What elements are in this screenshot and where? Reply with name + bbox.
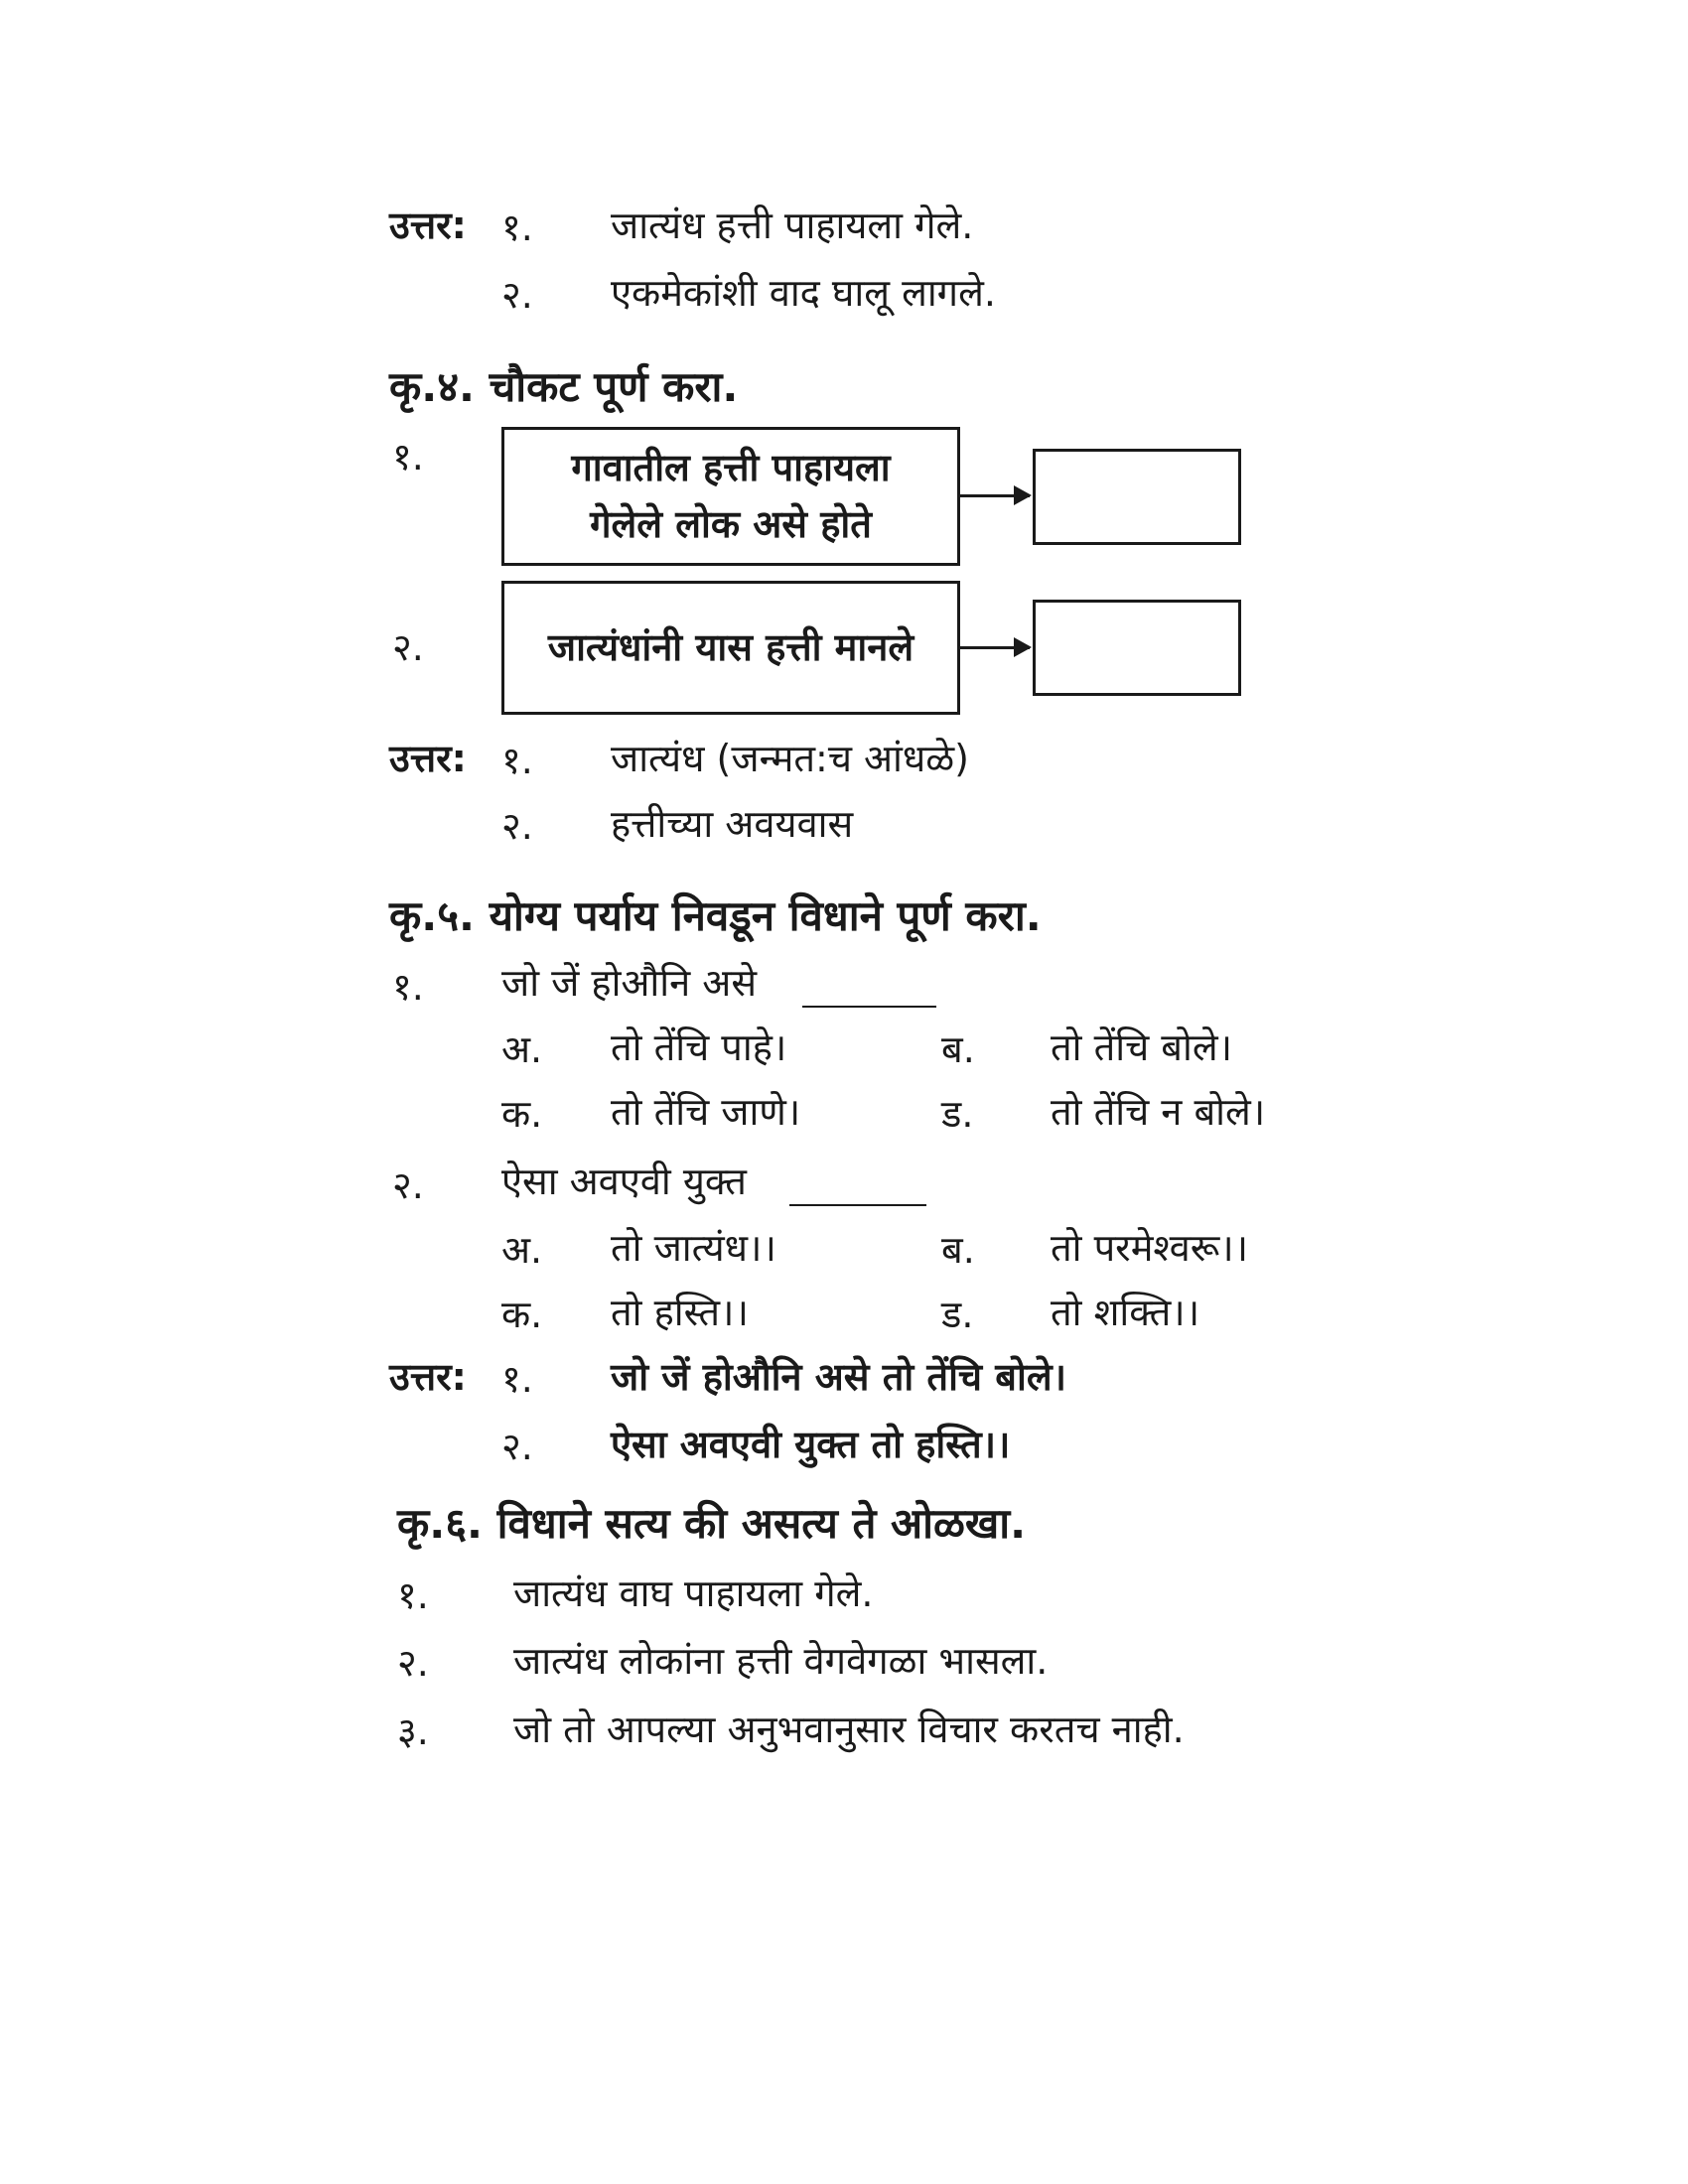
option-text: तो शक्ति।। bbox=[1051, 1291, 1200, 1334]
answer-box-empty[interactable] bbox=[1033, 449, 1241, 545]
statement-text: जात्यंध वाघ पाहायला गेले. bbox=[513, 1571, 874, 1615]
option-text: तो परमेश्वरू।। bbox=[1051, 1226, 1249, 1270]
answer-label: उत्तर: bbox=[389, 204, 467, 247]
option-key: ब. bbox=[941, 1228, 975, 1272]
answer-text: जात्यंध हत्ती पाहायला गेले. bbox=[611, 204, 974, 247]
option-text: तो जात्यंध।। bbox=[611, 1226, 776, 1270]
box-text: गावातील हत्ती पाहायला bbox=[571, 446, 891, 489]
answer-text: ऐसा अवएवी युक्त तो हस्ति।। bbox=[611, 1423, 1011, 1466]
option-text: तो तेंचि न बोले। bbox=[1051, 1090, 1266, 1134]
answer-number: २. bbox=[501, 804, 533, 848]
answer-number: २. bbox=[501, 1425, 533, 1468]
option-key: ड. bbox=[941, 1293, 974, 1336]
concept-box bbox=[501, 581, 960, 715]
option-text: तो हस्ति।। bbox=[611, 1291, 749, 1334]
answer-label: उत्तर: bbox=[389, 737, 467, 780]
arrow-icon bbox=[960, 646, 1030, 649]
option-key: अ. bbox=[501, 1228, 543, 1272]
item-number: २. bbox=[397, 1641, 429, 1685]
option-key: क. bbox=[501, 1293, 543, 1336]
item-number: २. bbox=[392, 1163, 424, 1207]
answer-text: हत्तीच्या अवयवास bbox=[611, 802, 854, 846]
fill-blank[interactable] bbox=[802, 1006, 936, 1008]
answer-number: २. bbox=[501, 273, 533, 317]
statement-text: जो जें होऔनि असे bbox=[501, 961, 758, 1005]
option-key: क. bbox=[501, 1092, 543, 1136]
item-number: ३. bbox=[397, 1709, 429, 1753]
statement-text: ऐसा अवएवी युक्त bbox=[501, 1160, 747, 1203]
answer-number: १. bbox=[501, 1357, 533, 1401]
statement-text: जात्यंध लोकांना हत्ती वेगवेगळा भासला. bbox=[513, 1639, 1049, 1683]
answer-number: १. bbox=[501, 739, 533, 782]
item-number: १. bbox=[392, 965, 424, 1009]
box-text: गेलेले लोक असे होते bbox=[590, 502, 872, 546]
answer-label: उत्तर: bbox=[389, 1355, 467, 1399]
item-number: १. bbox=[392, 435, 424, 478]
item-number: १. bbox=[397, 1573, 429, 1617]
fill-blank[interactable] bbox=[789, 1204, 926, 1206]
question-heading: कृ.६. विधाने सत्य की असत्य ते ओळखा. bbox=[397, 1499, 1027, 1548]
statement-text: जो तो आपल्या अनुभवानुसार विचार करतच नाही. bbox=[513, 1707, 1185, 1751]
answer-text: जात्यंध (जन्मत:च आंधळे) bbox=[611, 737, 969, 780]
option-key: ड. bbox=[941, 1092, 974, 1136]
item-number: २. bbox=[392, 625, 424, 669]
question-heading: कृ.५. योग्य पर्याय निवडून विधाने पूर्ण करा. bbox=[389, 891, 1042, 940]
box-text: जात्यंधांनी यास हत्ती मानले bbox=[547, 625, 914, 669]
answer-number: १. bbox=[501, 205, 533, 249]
option-text: तो तेंचि पाहे। bbox=[611, 1025, 787, 1069]
option-key: ब. bbox=[941, 1027, 975, 1071]
concept-box bbox=[501, 427, 960, 566]
option-text: तो तेंचि जाणे। bbox=[611, 1090, 801, 1134]
answer-text: जो जें होऔनि असे तो तेंचि बोले। bbox=[611, 1355, 1066, 1399]
question-heading: कृ.४. चौकट पूर्ण करा. bbox=[389, 362, 739, 411]
answer-text: एकमेकांशी वाद घालू लागले. bbox=[611, 271, 996, 315]
option-text: तो तेंचि बोले। bbox=[1051, 1025, 1232, 1069]
arrow-icon bbox=[960, 494, 1030, 497]
answer-box-empty[interactable] bbox=[1033, 600, 1241, 696]
option-key: अ. bbox=[501, 1027, 543, 1071]
